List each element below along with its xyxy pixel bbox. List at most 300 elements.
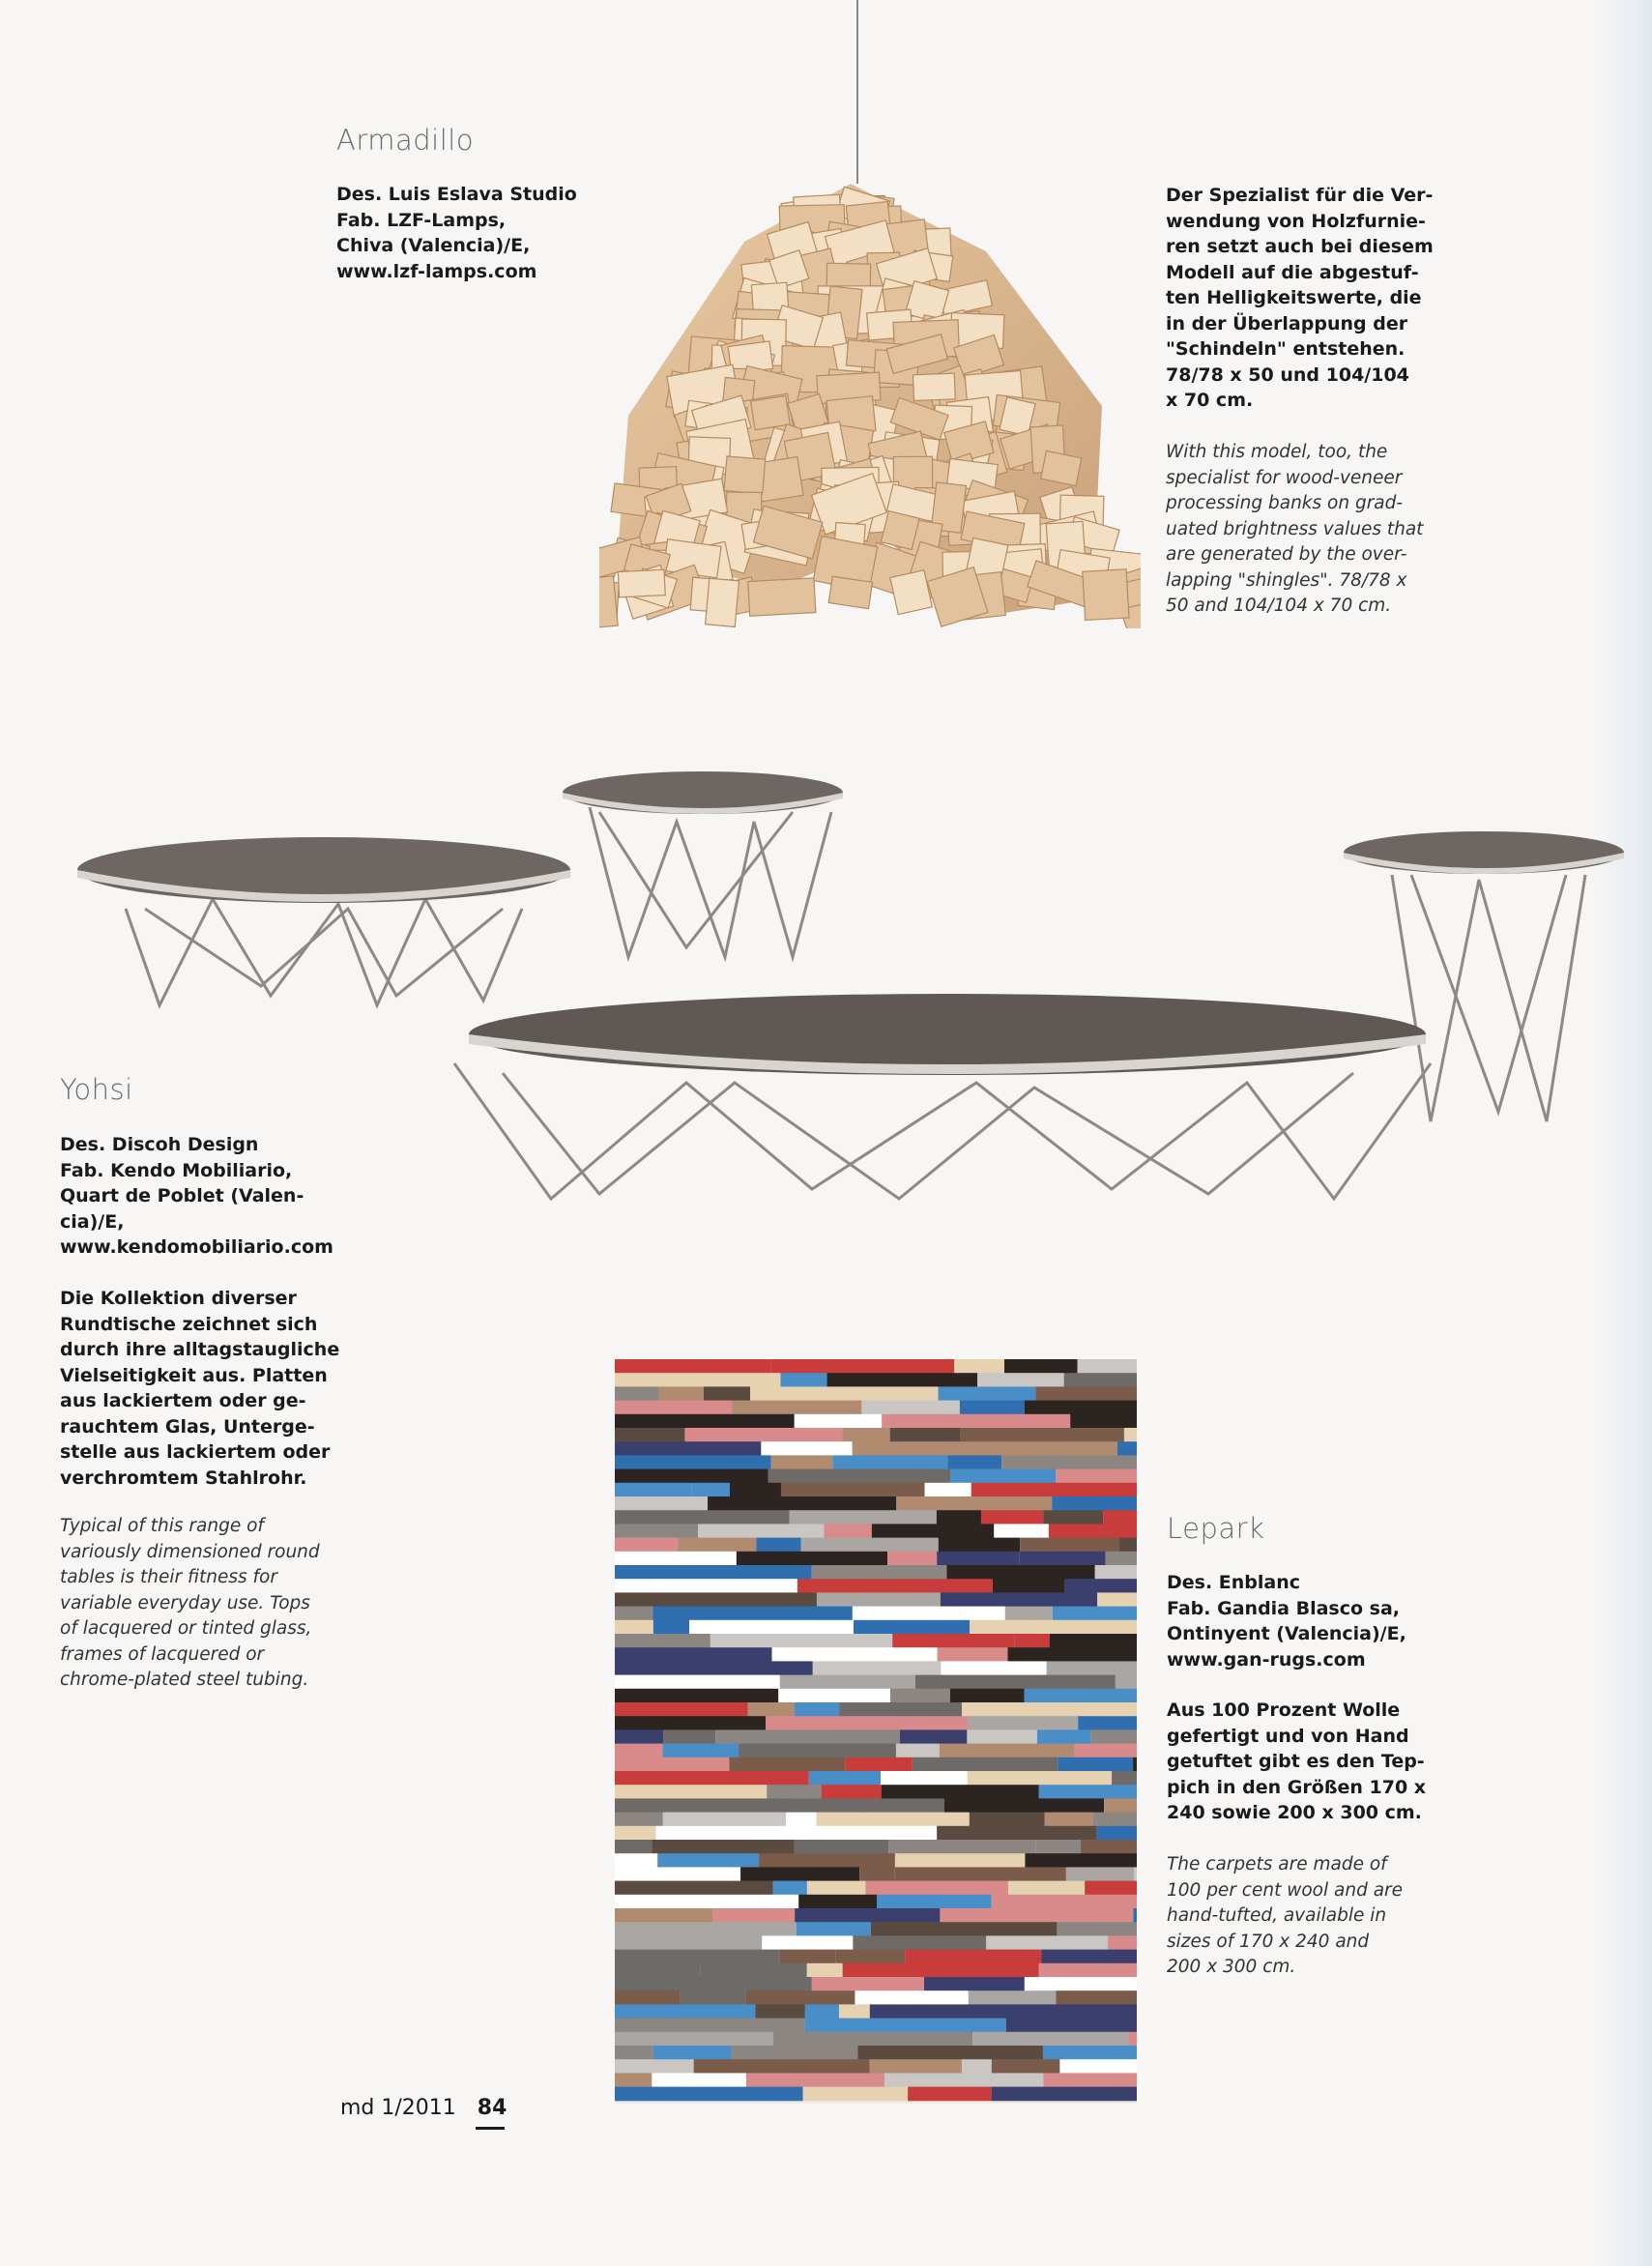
rug-stripe [843,1428,890,1442]
lamp-shingle [750,395,790,429]
rug-stripe [870,2004,1055,2019]
rug-stripe [1035,1386,1137,1401]
rug-stripe [1056,1469,1137,1484]
rug-stripe [827,1373,978,1387]
yohsi-text-en: Typical of this range of variously dimensioned round tables is their fitness for variable everyday use. Tops of lacquered or tinted glass, frames of lacquered or chrome-plated steel tubing. [60,1516,320,1690]
rug-stripe [853,1607,1005,1621]
rug-stripe [772,1881,806,1896]
rug-stripe [759,1853,895,1868]
lamp-shingle [706,578,739,626]
rug-stripe [854,1620,970,1635]
rug-stripe [970,1620,1031,1635]
rug-stripe [615,1935,762,1950]
rug-stripe [737,1552,887,1566]
rug-stripe [684,1428,842,1442]
rug-stripe [768,1469,950,1484]
rug-stripe [947,1455,1001,1469]
rug-stripe [615,1469,768,1484]
rug-stripe [798,1895,877,1909]
rug-stripe [1056,1990,1137,2005]
lamp-shingle [913,373,955,400]
rug-stripe [1039,1963,1137,1978]
rug-stripe [615,1702,649,1717]
rug-stripe [824,1524,872,1538]
lepark-text-en: The carpets are made of 100 per cent wool and are hand-tufted, available in sizes of 170 x 240 and 200 x 300 cm. [1167,1854,1404,1977]
rug-stripe [712,1908,795,1923]
armadillo-title: Armadillo [336,124,475,157]
rug-stripe [817,1592,941,1607]
lamp-shingle [890,570,932,615]
rug-stripe [772,1647,938,1662]
armadillo-lamp-image [599,0,1141,628]
rug-stripe [1039,1785,1137,1799]
rug-stripe [1090,1729,1137,1744]
rug-stripe [691,1483,730,1497]
rug-stripe [1133,1908,1137,1923]
rug-stripe [750,1386,939,1401]
rug-stripe [1118,1538,1137,1553]
rug-stripe [865,1813,970,1827]
rug-stripe [972,2032,1128,2047]
rug-stripe [615,2087,803,2102]
rug-stripe [813,1661,942,1675]
rug-stripe [615,1483,691,1497]
rug-stripe [782,1798,943,1813]
rug-stripe [1133,1758,1137,1772]
rug-stripe [1020,1552,1106,1566]
rug-stripe [1043,1510,1103,1525]
rug-stripe [940,1744,1075,1758]
rug-stripe [615,2073,652,2087]
rug-stripe [732,2046,858,2060]
rug-stripe [1025,1401,1137,1415]
rug-stripe [659,1386,704,1401]
rug-stripe [1116,1675,1137,1690]
rug-stripe [937,1826,1097,1841]
rug-stripe [615,2046,653,2060]
rug-stripe [1097,1826,1137,1841]
rug-stripe [615,1881,772,1896]
rug-stripe [809,1771,881,1786]
rug-stripe [1124,1428,1137,1442]
rug-stripe [865,1881,1008,1896]
rug-stripe [994,1524,1049,1538]
rug-stripe [855,1990,968,2005]
rug-stripe [807,1881,866,1896]
rug-stripe [967,1729,1037,1744]
rug-stripe [1103,1510,1137,1525]
rug-stripe [795,1414,882,1429]
armadillo-credits: Des. Luis Eslava Studio Fab. LZF-Lamps, Chiva (Valencia)/E, www.lzf-lamps.com [336,184,577,282]
lamp-shingle [1083,569,1129,621]
rug-stripe [653,1620,689,1635]
rug-stripe [615,1592,817,1607]
rug-stripe [778,1689,890,1703]
rug-stripe [615,1950,779,1964]
rug-stripe [970,1813,1045,1827]
rug-stripe [986,1935,1108,1950]
rug-stripe [746,2073,884,2087]
rug-stripe [615,1620,653,1635]
lamp-shingle [828,576,872,609]
rug-stripe [797,1579,993,1593]
rug-stripe [760,1826,937,1841]
rug-stripe [1057,1922,1137,1936]
rug-stripe [795,1840,888,1854]
yohsi-tables-image [58,764,1624,1228]
rug-stripe [615,1496,708,1511]
lamp-shingle [881,511,919,550]
rug-stripe [663,1813,786,1827]
rug-stripe [746,1990,855,2005]
rug-stripe [1049,1524,1137,1538]
rug-stripe [1075,1744,1137,1758]
rug-stripe [969,1716,1079,1730]
rug-stripe [971,1483,1137,1497]
rug-stripe [962,2059,992,2074]
rug-stripe [887,1552,937,1566]
rug-stripe [1095,1565,1137,1580]
rug-stripe [915,1675,1116,1690]
rug-stripe [1085,1881,1137,1896]
rug-stripe [1094,2019,1138,2033]
rug-stripe [1045,1813,1093,1827]
rug-stripe [977,1373,1064,1387]
rug-stripe [882,1414,1070,1429]
rug-stripe [941,1661,1046,1675]
rug-stripe [615,1798,782,1813]
rug-stripe [780,1675,915,1690]
page-footer [340,2096,507,2120]
rug-stripe [715,1729,900,1744]
rug-stripe [694,2059,870,2074]
rug-stripe [781,1483,925,1497]
rug-stripe [877,1895,991,1909]
rug-stripe [871,1922,1058,1936]
rug-stripe [615,1428,684,1442]
rug-stripe [663,1744,739,1758]
rug-stripe [881,1771,968,1786]
rug-stripe [615,1524,698,1538]
rug-stripe [615,1729,663,1744]
rug-stripe [689,1620,854,1635]
rug-stripe [615,2019,805,2033]
rug-stripe [908,2087,992,2102]
rug-stripe [615,1840,652,1854]
rug-stripe [761,1441,852,1456]
rug-stripe [1047,1661,1137,1675]
rug-stripe [941,1592,1097,1607]
rug-stripe [663,1729,715,1744]
rug-stripe [939,1386,1036,1401]
rug-stripe [894,1867,1066,1881]
rug-stripe [615,1579,797,1593]
rug-stripe [615,2059,694,2074]
rug-stripe [1134,1867,1137,1881]
rug-stripe [1128,2032,1137,2047]
rug-stripe [905,1950,1041,1964]
rug-stripe [762,1935,853,1950]
rug-stripe [1066,1867,1134,1881]
armadillo-text-en: With this model, too, the specialist for wood-veneer processing banks on grad- uated brightness values that are generated by the over- lapping "shingles". 78/78 x 50 and 104/104 x 70 cm. [1166,442,1424,616]
rug-stripe [615,1401,733,1415]
lepark-rug-image [615,1359,1137,2104]
rug-stripe [657,1853,759,1868]
rug-stripe [843,1963,1039,1978]
rug-stripe [779,1950,835,1964]
rug-stripe [678,1538,756,1553]
rug-stripe [1112,1771,1137,1786]
rug-stripe [993,1579,1065,1593]
rug-stripe [615,1359,770,1374]
rug-stripe [839,2004,870,2019]
rug-stripe [1053,1607,1137,1621]
rug-stripe [1106,1552,1137,1566]
rug-stripe [884,2073,1043,2087]
rug-stripe [992,2059,1060,2074]
rug-stripe [615,1552,737,1566]
rug-stripe [1001,1455,1137,1469]
rug-stripe [615,1771,809,1786]
lamp-shingle [618,569,665,597]
rug-stripe [1008,1647,1137,1662]
rug-stripe [890,1689,950,1703]
rug-stripe [946,1565,1094,1580]
rug-stripe [615,1963,700,1978]
rug-stripe [733,1401,862,1415]
rug-stripe [969,1990,1057,2005]
rug-stripe [872,1524,994,1538]
rug-stripe [615,1867,740,1881]
rug-stripe [1059,2059,1137,2074]
rug-stripe [615,1661,813,1675]
rug-stripe [1041,1950,1137,1964]
rug-stripe [839,1702,962,1717]
rug-stripe [853,1935,986,1950]
rug-stripe [730,1483,781,1497]
rug-stripe [1081,1840,1137,1854]
rug-stripe [652,1607,853,1621]
rug-stripe [1108,1935,1137,1950]
rug-stripe [1006,2019,1094,2033]
rug-stripe [615,1758,729,1772]
rug-stripe [1005,1607,1053,1621]
rug-stripe [615,1455,771,1469]
rug-stripe [773,2032,972,2047]
rug-stripe [615,1607,652,1621]
rug-stripe [755,2004,804,2019]
rug-stripe [882,1785,1039,1799]
rug-stripe [1004,1359,1078,1374]
rug-stripe [896,1744,940,1758]
rug-stripe [615,1744,663,1758]
rug-stripe [615,1689,778,1703]
rug-stripe [739,1744,896,1758]
rug-stripe [615,1414,795,1429]
rug-stripe [924,1977,1025,1991]
rug-stripe [937,1510,981,1525]
yohsi-title: Yohsi [60,1073,133,1106]
rug-stripe [1070,1414,1137,1429]
rug-stripe [992,1895,1137,1909]
rug-stripe [890,1428,961,1442]
rug-stripe [812,1565,947,1580]
rug-stripe [1025,1853,1137,1868]
rug-stripe [895,1853,1025,1868]
rug-stripe [950,1469,1056,1484]
rug-stripe [1078,1359,1137,1374]
rug-stripe [1054,2004,1137,2019]
rug-stripe [1025,1689,1137,1703]
rug-stripe [832,1455,947,1469]
rug-stripe [939,1538,1020,1553]
rug-stripe [615,1826,655,1841]
rug-stripe [1037,1729,1090,1744]
rug-stripe [937,1552,1020,1566]
rug-stripe [704,1386,750,1401]
issue-label: md 1/2011 [340,2096,456,2120]
page-number: 84 [477,2096,507,2120]
rug-stripe [1043,2046,1137,2060]
rug-stripe [615,1386,659,1401]
rug-stripe [801,1538,939,1553]
rug-stripe [1092,1813,1137,1827]
rug-stripe [681,1990,746,2005]
rug-stripe [615,1538,678,1553]
rug-stripe [853,1441,936,1456]
rug-stripe [780,1373,826,1387]
rug-stripe [805,2004,839,2019]
rug-stripe [805,2019,1006,2033]
rug-stripe [803,2087,908,2102]
rug-stripe [1008,1881,1085,1896]
rug-stripe [1050,1634,1137,1648]
rug-stripe [938,1647,1008,1662]
rug-stripe [936,1441,1117,1456]
rug-stripe [1064,1373,1137,1387]
rug-stripe [708,1496,896,1511]
rug-stripe [861,1401,960,1415]
rug-stripe [888,1840,1035,1854]
rug-stripe [766,1716,968,1730]
rug-stripe [615,1977,812,1991]
rug-stripe [859,1867,894,1881]
rug-stripe [729,1758,845,1772]
rug-stripe [968,1771,1112,1786]
lepark-credits: Des. Enblanc Fab. Gandia Blasco sa, Ontinyent (Valencia)/E, www.gan-rugs.com [1167,1572,1406,1670]
rug-stripe [649,1702,748,1717]
rug-stripe [615,1565,812,1580]
rug-stripe [950,1689,1025,1703]
rug-stripe [1052,1496,1137,1511]
rug-stripe [790,1510,937,1525]
rug-stripe [615,1922,797,1936]
lepark-title: Lepark [1167,1512,1265,1545]
rug-stripe [655,1826,759,1841]
yohsi-credits: Des. Discoh Design Fab. Kendo Mobiliario, Quart de Poblet (Valen- cia)/E, www.kendomobiliario.com [60,1134,333,1258]
rug-stripe [1078,1716,1137,1730]
rug-stripe [960,1401,1025,1415]
rug-stripe [652,2073,746,2087]
armadillo-text-de: Der Spezialist für die Ver- wendung von Holzfurnie- ren setzt auch bei diesem Modell auf die abgestuf- ten Helligkeitswerte, die in der Überlappung der "Schindeln" entstehen. 78/78 x 50 und 104/104 x 70 cm. [1166,185,1434,411]
rug-stripe [992,2087,1137,2102]
rug-stripe [954,1359,1004,1374]
rug-stripe [1104,1798,1137,1813]
rug-stripe [615,1634,710,1648]
rug-stripe [835,1950,905,1964]
rug-stripe [816,1813,865,1827]
rug-stripe [1043,2073,1137,2087]
rug-stripe [615,1675,780,1690]
rug-stripe [1031,1620,1137,1635]
rug-stripe [1117,1441,1137,1456]
rug-stripe [857,2046,1043,2060]
rug-stripe [1058,1758,1133,1772]
rug-stripe [615,1990,681,2005]
rug-stripe [924,1483,971,1497]
rug-stripe [1035,1840,1081,1854]
rug-stripe [807,1963,843,1978]
rug-stripe [1015,1634,1050,1648]
rug-stripe [786,1813,816,1827]
rug-stripe [615,2004,755,2019]
rug-stripe [940,1908,1133,1923]
rug-stripe [1065,1579,1137,1593]
rug-stripe [771,1455,833,1469]
rug-stripe [822,1785,882,1799]
rug-stripe [960,1428,1124,1442]
rug-stripe [615,1813,663,1827]
yohsi-text-de: Die Kollektion diverser Rundtische zeichnet sich durch ihre alltagstaugliche Vielseitigkeit aus. Platten aus lackiertem oder ge- rauchtem Glas, Unterge- stelle aus lackiertem oder verchromtem Stahlrohr. [60,1288,340,1489]
rug-stripe [700,1963,806,1978]
rug-stripe [913,1758,1058,1772]
rug-stripe [962,1702,1137,1717]
rug-stripe [615,1895,798,1909]
rug-stripe [748,1702,795,1717]
rug-stripe [812,1977,924,1991]
rug-stripe [981,1510,1043,1525]
rug-stripe [795,1702,839,1717]
rug-stripe [797,1922,871,1936]
rug-stripe [944,1798,1104,1813]
lepark-text-de: Aus 100 Prozent Wolle gefertigt und von Hand getuftet gibt es den Tep- pich in den Größen 170 x 240 sowie 200 x 300 cm. [1167,1700,1427,1823]
rug-stripe [615,1716,766,1730]
rug-stripe [740,1867,859,1881]
rug-stripe [615,1785,767,1799]
rug-stripe [698,1524,824,1538]
rug-stripe [615,2032,773,2047]
lamp-shingle [724,456,766,494]
lamp-shingle [748,578,816,616]
rug-stripe [756,1538,800,1553]
rug-stripe [615,1647,772,1662]
rug-stripe [615,1373,780,1387]
rug-stripe [1025,1977,1137,1991]
rug-stripe [767,1785,821,1799]
rug-stripe [892,1634,1015,1648]
rug-stripe [795,1908,940,1923]
rug-stripe [615,1510,790,1525]
rug-stripe [1020,1538,1118,1553]
rug-stripe [845,1758,913,1772]
rug-stripe [615,1853,657,1868]
rug-stripe [900,1729,967,1744]
rug-stripe [1097,1592,1137,1607]
rug-stripe [653,2046,732,2060]
rug-stripe [615,1908,712,1923]
rug-stripe [870,2059,962,2074]
rug-stripe [615,1441,761,1456]
